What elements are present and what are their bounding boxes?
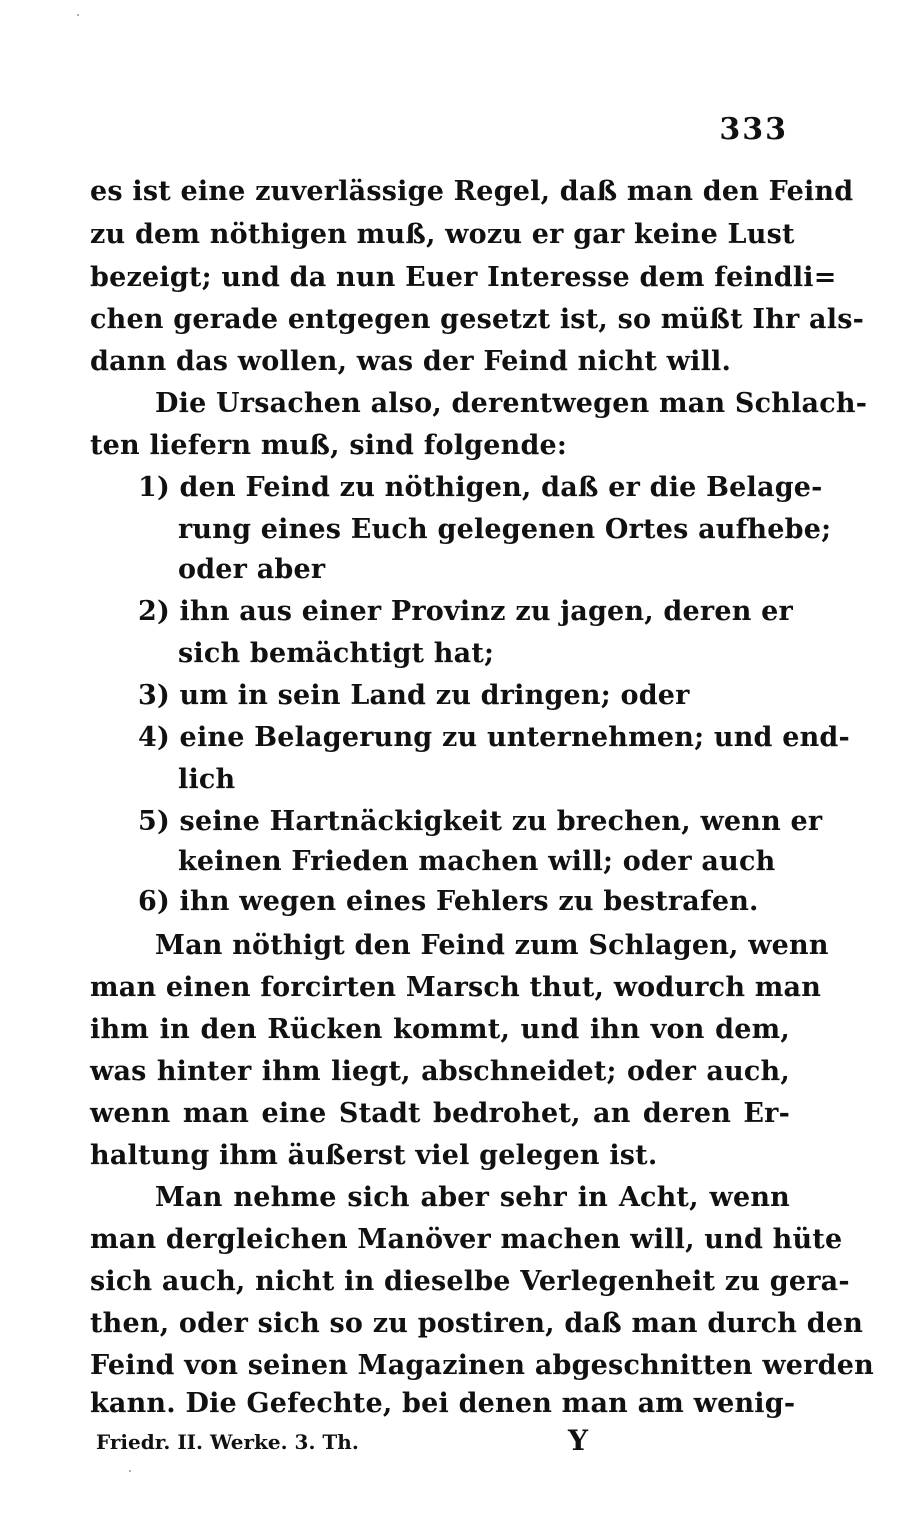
text-line: chen gerade entgegen gesetzt ist, so müßt Ihr als-	[90, 304, 865, 335]
text-line: bezeigt; und da nun Euer Interesse dem feindli=	[90, 262, 837, 293]
text-line: ihm in den Rücken kommt, und ihn von dem,	[90, 1014, 790, 1045]
list-item-continuation: oder aber	[178, 554, 326, 585]
list-item-continuation: sich bemächtigt hat;	[178, 638, 495, 669]
list-item: 5) seine Hartnäckigkeit zu brechen, wenn er	[138, 806, 823, 837]
list-item-continuation: rung eines Euch gelegenen Ortes aufhebe;	[178, 514, 832, 545]
text-line: wenn man eine Stadt bedrohet, an deren Er-	[90, 1098, 790, 1129]
text-line: Die Ursachen also, derentwegen man Schlach-	[155, 388, 868, 419]
paper-speck	[77, 14, 79, 16]
list-item: 6) ihn wegen eines Fehlers zu bestrafen.	[138, 886, 759, 917]
text-line: Man nehme sich aber sehr in Acht, wenn	[155, 1182, 790, 1213]
list-item: 1) den Feind zu nöthigen, daß er die Belage-	[138, 472, 823, 503]
text-line: es ist eine zuverlässige Regel, daß man den Feind	[90, 176, 854, 207]
text-line: Feind von seinen Magazinen abgeschnitten werden	[90, 1350, 874, 1381]
list-item: 4) eine Belagerung zu unternehmen; und end-	[138, 722, 850, 753]
page-number: 333	[719, 112, 788, 147]
text-line: zu dem nöthigen muß, wozu er gar keine Lust	[90, 219, 795, 250]
text-line: kann. Die Gefechte, bei denen man am wenig-	[90, 1388, 796, 1419]
text-line: haltung ihm äußerst viel gelegen ist.	[90, 1140, 658, 1171]
text-line: sich auch, nicht in dieselbe Verlegenheit zu gera-	[90, 1266, 850, 1297]
text-line: was hinter ihm liegt, abschneidet; oder auch,	[90, 1056, 790, 1087]
list-item-continuation: keinen Frieden machen will; oder auch	[178, 846, 776, 877]
sheet-mark: Y	[568, 1424, 588, 1457]
paper-speck	[129, 1470, 131, 1472]
text-line: ten liefern muß, sind folgende:	[90, 430, 568, 461]
text-line: man dergleichen Manöver machen will, und hüte	[90, 1224, 843, 1255]
text-line: dann das wollen, was der Feind nicht will.	[90, 346, 732, 377]
signature-line: Friedr. II. Werke. 3. Th.	[96, 1430, 359, 1454]
list-item: 2) ihn aus einer Provinz zu jagen, deren er	[138, 596, 793, 627]
list-item: 3) um in sein Land zu dringen; oder	[138, 680, 690, 711]
text-line: then, oder sich so zu postiren, daß man durch den	[90, 1308, 864, 1339]
text-line: Man nöthigt den Feind zum Schlagen, wenn	[155, 930, 829, 961]
text-line: man einen forcirten Marsch thut, wodurch man	[90, 972, 822, 1003]
list-item-continuation: lich	[178, 764, 236, 795]
